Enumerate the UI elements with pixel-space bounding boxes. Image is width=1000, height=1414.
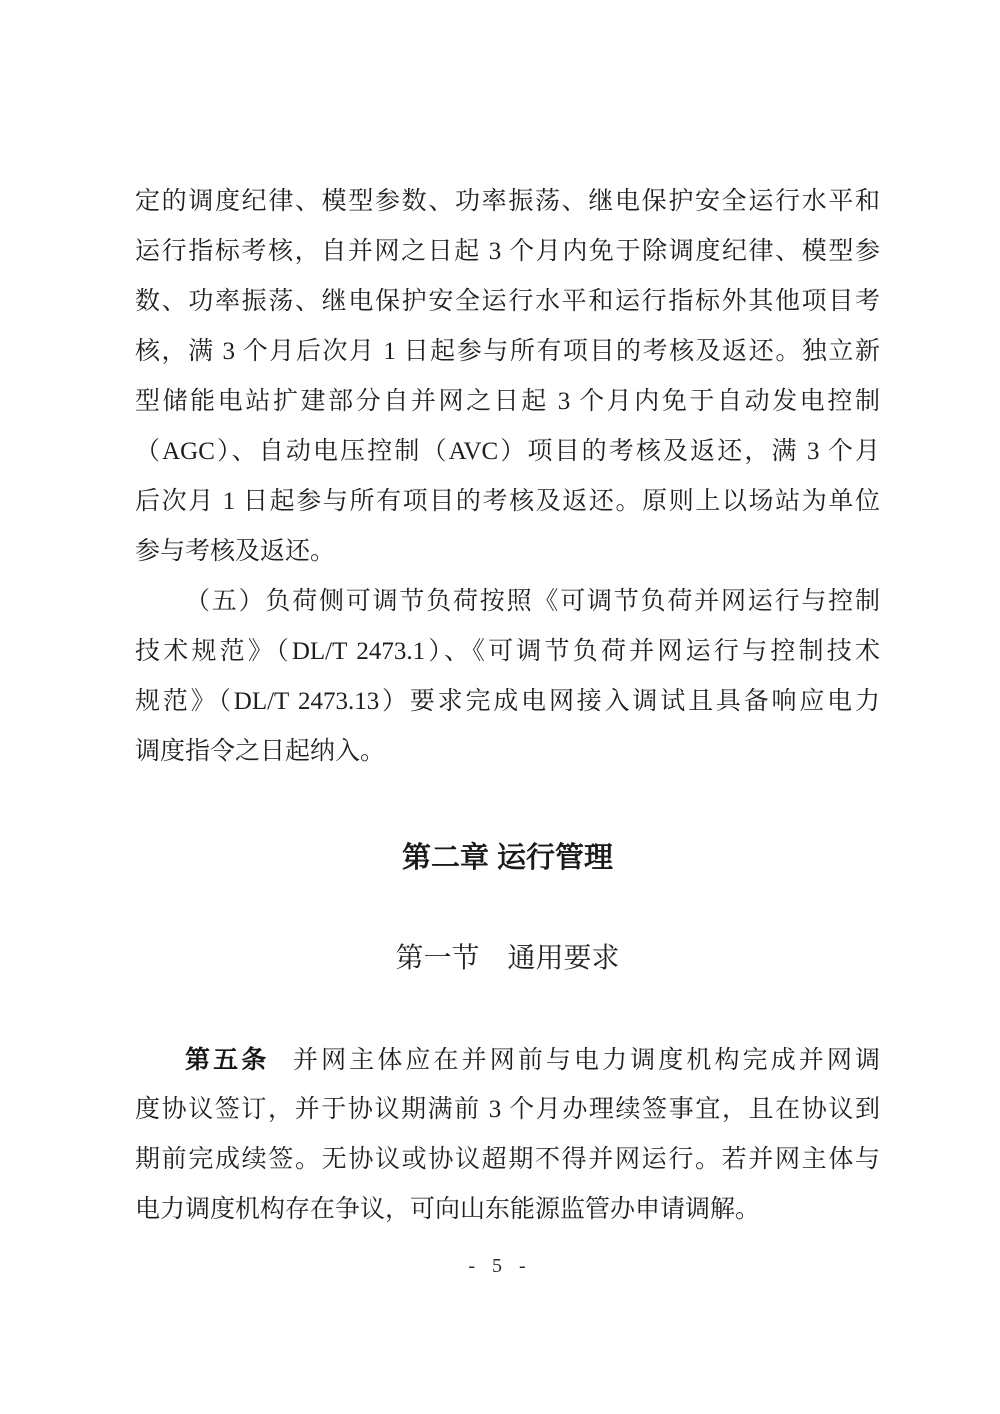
article-five-block	[135, 1035, 880, 1235]
text-line: 规范》（DL/T 2473.13）要求完成电网接入调试且具备响应电力	[135, 688, 880, 715]
paragraph-assessment-rules	[135, 177, 880, 577]
chapter-heading: 第二章 运行管理	[401, 842, 614, 874]
text-line: 运行指标考核，自并网之日起 3 个月内免于除调度纪律、模型参	[135, 238, 880, 265]
section-heading	[135, 934, 880, 984]
text-line	[135, 1035, 880, 1085]
article-first-line-text: 并网主体应在并网前与电力调度机构完成并网调	[293, 1047, 880, 1074]
section-title: 通用要求	[507, 943, 620, 974]
text-line: 电力调度机构存在争议，可向山东能源监管办申请调解。	[135, 1196, 761, 1223]
text-line: 核，满 3 个月后次月 1 日起参与所有项目的考核及返还。独立新	[135, 338, 880, 365]
text-line: 后次月 1 日起参与所有项目的考核及返还。原则上以场站为单位	[135, 488, 880, 515]
body-text-block	[135, 177, 880, 777]
text-line: 度协议签订，并于协议期满前 3 个月办理续签事宜，且在协议到	[135, 1096, 880, 1123]
text-line: 型储能电站扩建部分自并网之日起 3 个月内免于自动发电控制	[135, 388, 880, 415]
text-line: （AGC）、自动电压控制（AVC）项目的考核及返还，满 3 个月	[135, 438, 880, 465]
text-line: 参与考核及返还。	[135, 538, 336, 565]
article-number: 第五条	[185, 1046, 270, 1074]
page-number: - 5 -	[468, 1255, 532, 1277]
section-number: 第一节	[395, 943, 480, 974]
text-line: 期前完成续签。无协议或协议超期不得并网运行。若并网主体与	[135, 1146, 880, 1173]
text-line: 数、功率振荡、继电保护安全运行水平和运行指标外其他项目考	[135, 288, 880, 315]
text-line: （五）负荷侧可调节负荷按照《可调节负荷并网运行与控制	[185, 588, 880, 615]
paragraph-item-five	[135, 577, 880, 777]
text-line: 调度指令之日起纳入。	[135, 738, 386, 765]
text-line: 技术规范》（DL/T 2473.1）、《可调节负荷并网运行与控制技术	[135, 638, 880, 665]
text-line: 定的调度纪律、模型参数、功率振荡、继电保护安全运行水平和	[135, 188, 880, 215]
